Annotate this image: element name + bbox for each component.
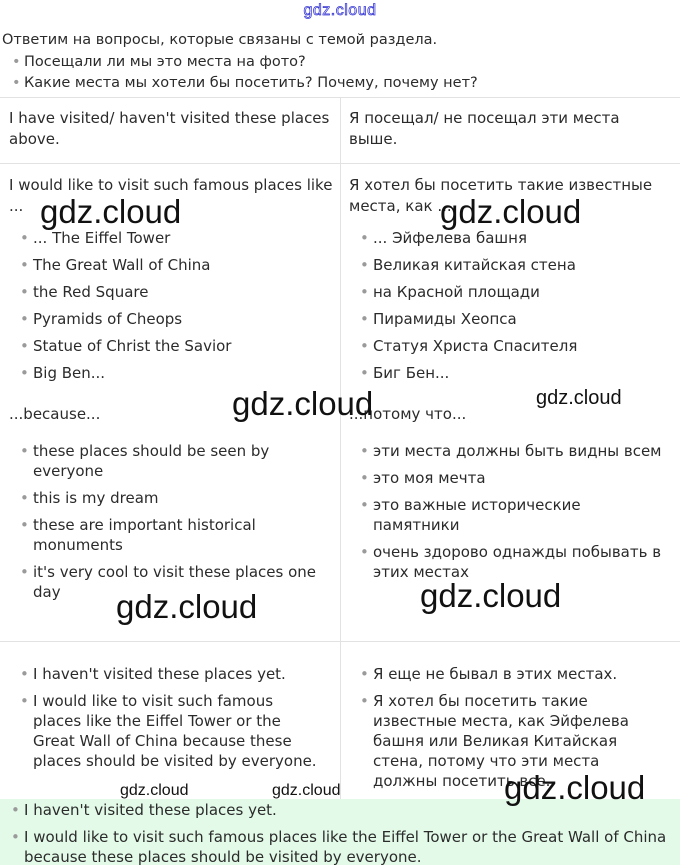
list-item: • Биг Бен... (360, 364, 450, 382)
list-item: • Статуя Христа Спасителя (360, 337, 578, 355)
list-item: • I would like to visit such famous places like the Eiffel Tower or the Great Wall of China because these places should be visited by everyone. (20, 692, 317, 770)
because-label: ...because... (9, 405, 101, 423)
site-logo[interactable]: gdz.cloud (303, 2, 377, 19)
reasons-list (349, 441, 671, 582)
bullet-icon: • (12, 75, 21, 91)
row-divider (0, 163, 680, 164)
list-item: • ... Эйфелева башня (360, 229, 527, 247)
row1-english-cell: I have visited/ haven't visited these places above. (9, 109, 330, 148)
watermark: gdz.cloud (272, 782, 341, 799)
column-divider (340, 97, 341, 799)
list-item: • это моя мечта (360, 469, 486, 487)
list-item: • the Red Square (20, 283, 149, 301)
answer-box (0, 799, 680, 865)
list-item: • эти места должны быть видны всем (360, 442, 662, 460)
row1-russian-cell: Я посещал/ не посещал эти места выше. (349, 109, 620, 148)
list-item: • Я хотел бы посетить такие известные места, как Эйфелева башня или Великая Китайская стена, потому что эти места должны посетить все. (360, 692, 629, 790)
row2-russian-cell (349, 175, 671, 582)
list-item: • Big Ben... (20, 364, 106, 382)
watermark: gdz.cloud (420, 577, 562, 614)
list-item: • these are important historical monuments (20, 516, 256, 554)
list-item: • I haven't visited these places yet. (11, 801, 277, 819)
list-item: • очень здорово однажды побывать в этих местах (360, 543, 662, 581)
list-item: • I would like to visit such famous places like the Eiffel Tower or the Great Wall of China because these places should be visited by everyone. (11, 828, 667, 866)
summary-list (9, 664, 331, 771)
intro-title: Ответим на вопросы, которые связаны с темой раздела. (2, 32, 438, 48)
watermark: gdz.cloud (440, 193, 582, 230)
list-item: • на Красной площади (360, 283, 540, 301)
intro-sentence: Я хотел бы посетить такие известные места, как ... (349, 176, 653, 215)
watermark: gdz.cloud (116, 588, 258, 625)
question-list (2, 52, 478, 93)
places-list (9, 228, 335, 383)
list-item: • Я еще не бывал в этих местах. (360, 665, 618, 683)
watermark: gdz.cloud (120, 782, 189, 799)
list-item: • Pyramids of Cheops (20, 310, 183, 328)
row-divider (0, 97, 680, 98)
intro-section (2, 30, 478, 93)
watermark: gdz.cloud (536, 387, 622, 409)
row3-english-cell (9, 664, 331, 771)
list-item: • these places should be seen by everyone (20, 442, 270, 480)
list-item: • Пирамиды Хеопса (360, 310, 517, 328)
list-item: • Какие места мы хотели бы посетить? Почему, почему нет? (12, 75, 478, 91)
bullet-icon: • (12, 54, 21, 70)
answer-list (0, 799, 680, 867)
list-item: • Великая китайская стена (360, 256, 576, 274)
list-item: • it's very cool to visit these places one day (20, 563, 316, 601)
places-list (349, 228, 671, 383)
watermark: gdz.cloud (40, 193, 182, 230)
list-item: • ... The Eiffel Tower (20, 229, 171, 247)
list-item: • I haven't visited these places yet. (20, 665, 286, 683)
watermark: gdz.cloud (232, 385, 374, 422)
list-item: • Посещали ли мы это места на фото? (12, 54, 306, 70)
list-item: • The Great Wall of China (20, 256, 211, 274)
intro-sentence: I would like to visit such famous places like ... (9, 176, 333, 215)
row-divider (0, 641, 680, 642)
list-item: • this is my dream (20, 489, 159, 507)
watermark: gdz.cloud (504, 769, 646, 806)
because-label: ...потому что... (349, 405, 467, 423)
reasons-list (9, 441, 335, 602)
list-item: • это важные исторические памятники (360, 496, 581, 534)
list-item: • Statue of Christ the Savior (20, 337, 232, 355)
